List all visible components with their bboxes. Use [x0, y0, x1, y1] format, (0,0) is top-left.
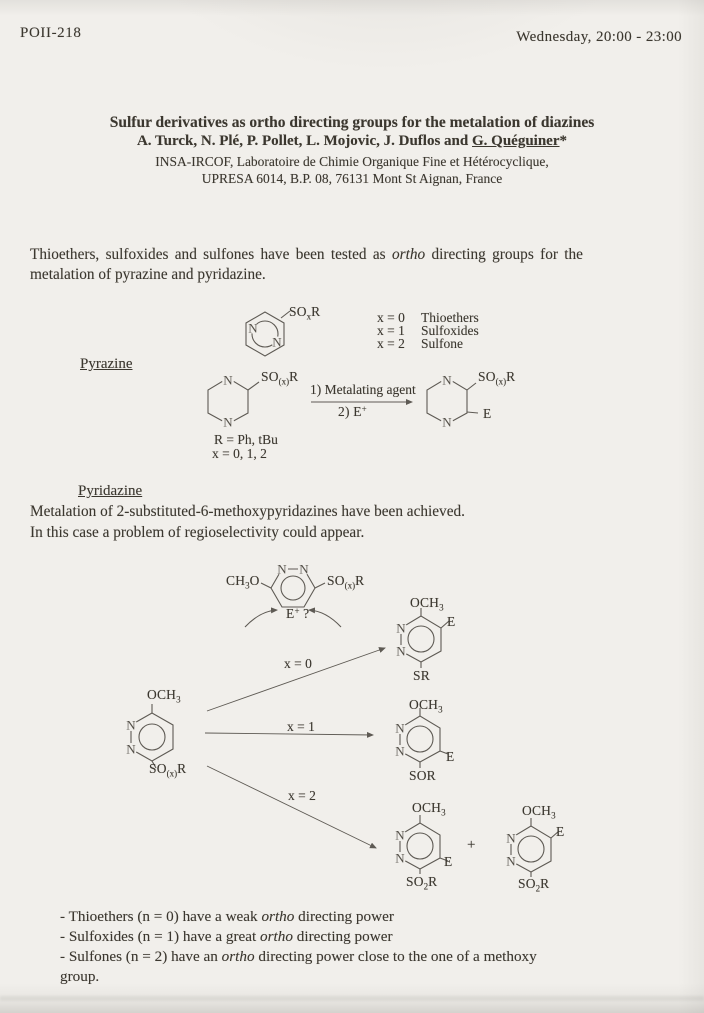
nitrogen-atom-label: N — [248, 320, 258, 336]
pyrazine-product-group-label: $SO_{(x)}R$ — [478, 369, 516, 387]
nitrogen-atom-label: N — [396, 620, 406, 636]
arrow-label-x2: x = 2 — [288, 788, 316, 803]
product1-electrophile-label: E — [446, 749, 455, 764]
step1-label: 1) Metalating agent — [310, 382, 416, 397]
pyrazine-electrophile-label: E — [483, 406, 492, 421]
nitrogen-atom-label: N — [506, 830, 516, 846]
product0-sulfur-label: SR — [413, 668, 430, 683]
product-ring-x2-b — [505, 818, 559, 877]
legend-eq-1: x = 1 — [377, 323, 405, 338]
product-ring-x0 — [395, 608, 449, 668]
pyrazine-heading: Pyrazine — [80, 356, 133, 372]
intro-ortho-italic: ortho — [391, 246, 426, 263]
conclusion-line: - Sulfoxides (n = 1) have a great ortho directing power — [60, 928, 393, 945]
top-methoxy-label: $CH_3O$ — [226, 573, 260, 591]
nitrogen-atom-label: N — [395, 850, 405, 866]
conclusions-block — [60, 907, 670, 987]
product2-methoxy-label: $OCH_3$ — [412, 800, 446, 818]
nitrogen-atom-label: N — [299, 561, 309, 577]
start-sulfur-group-label: $SO_{(x)}R$ — [149, 761, 187, 779]
nitrogen-atom-label: N — [126, 741, 136, 757]
intro-text: directing groups for the — [425, 246, 583, 263]
authors-text: A. Turck, N. Plé, P. Pollet, L. Mojovic, J. Duflos and — [136, 133, 472, 149]
nitrogen-atom-label: N — [223, 414, 233, 430]
product0-methoxy-label: $OCH_3$ — [410, 595, 444, 613]
curved-arrow-right — [309, 610, 341, 627]
product2-electrophile-label: E — [444, 854, 453, 869]
nitrogen-atom-label: N — [506, 853, 516, 869]
electrophile-question-label: E+ ? — [286, 606, 310, 621]
session-time: Wednesday, 20:00 - 23:00 — [516, 29, 682, 45]
nitrogen-atom-label: N — [223, 372, 233, 388]
pyrazine-reactant-group-label: $SO_{(x)}R$ — [261, 369, 299, 387]
conclusion-line: group. — [60, 968, 100, 985]
arrow-label-x0: x = 0 — [284, 656, 312, 671]
x-note: x = 0, 1, 2 — [212, 446, 267, 461]
pyrazine-product-ring — [427, 373, 478, 430]
pyridazine-heading: Pyridazine — [78, 483, 143, 499]
legend-eq-0: x = 0 — [377, 310, 405, 325]
affiliation-line-1: INSA-IRCOF, Laboratoire de Chimie Organique Fine et Hétérocyclique, — [155, 154, 549, 169]
corresponding-author: G. Quéguiner — [472, 133, 560, 149]
session-code: POII-218 — [20, 25, 82, 41]
nitrogen-atom-label: N — [395, 743, 405, 759]
nitrogen-atom-label: N — [442, 372, 452, 388]
intro-text: Thioethers, sulfoxides and sulfones have been tested as — [30, 246, 392, 263]
nitrogen-atom-label: N — [395, 827, 405, 843]
affiliation-line-2: UPRESA 6014, B.P. 08, 76131 Mont St Aignan, France — [201, 171, 503, 186]
product3-electrophile-label: E — [556, 824, 565, 839]
legend-name-2: Sulfone — [421, 336, 463, 351]
intro-paragraph — [30, 245, 583, 285]
product-ring-x1 — [394, 708, 448, 768]
step2-label: 2) E+ — [338, 404, 367, 419]
starting-pyridazine-ring — [125, 704, 173, 768]
product3-sulfur-label: $SO_2R$ — [518, 876, 550, 894]
legend-name-1: Sulfoxides — [421, 323, 479, 338]
product3-methoxy-label: $OCH_3$ — [522, 803, 556, 821]
scheme1-substituent-label: $SO_xR$ — [289, 304, 321, 322]
nitrogen-atom-label: N — [277, 561, 287, 577]
start-methoxy-label: $OCH_3$ — [147, 687, 181, 705]
branch-arrow-x2 — [207, 766, 376, 848]
product2-sulfur-label: $SO_2R$ — [406, 874, 438, 892]
conclusion-line: - Thioethers (n = 0) have a weak ortho directing power — [60, 908, 394, 925]
top-sulfur-group-label: $SO_{(x)}R$ — [327, 573, 365, 591]
nitrogen-atom-label: N — [272, 334, 282, 350]
nitrogen-atom-label: N — [442, 414, 452, 430]
pyridazine-line-2: In this case a problem of regioselectivity could appear. — [30, 524, 365, 541]
paper-title: Sulfur derivatives as ortho directing groups for the metalation of diazines — [109, 114, 595, 131]
curved-arrow-left — [245, 610, 277, 627]
nitrogen-atom-label: N — [396, 643, 406, 659]
pyrazine-reactant-ring — [208, 373, 259, 430]
authors-line — [27, 133, 677, 150]
corresponding-author-star: * — [559, 133, 568, 149]
legend-name-0: Thioethers — [421, 310, 479, 325]
legend-eq-2: x = 2 — [377, 336, 405, 351]
nitrogen-atom-label: N — [126, 717, 136, 733]
pyridazine-line-1: Metalation of 2-substituted-6-methoxypyridazines have been achieved. — [30, 503, 465, 520]
nitrogen-atom-label: N — [395, 720, 405, 736]
r-note: R = Ph, tBu — [214, 432, 278, 447]
arrow-label-x1: x = 1 — [287, 719, 315, 734]
intro-text: metalation of pyrazine and pyridazine. — [30, 266, 266, 283]
product-ring-x2-a — [394, 815, 448, 874]
product1-methoxy-label: $OCH_3$ — [409, 697, 443, 715]
product0-electrophile-label: E — [447, 614, 456, 629]
conclusion-line: - Sulfones (n = 2) have an ortho directing power close to the one of a methoxy — [60, 948, 537, 965]
plus-sign: + — [467, 837, 476, 853]
scheme1-pyrazine-ring — [246, 311, 290, 356]
product1-sulfur-label: SOR — [409, 768, 436, 783]
